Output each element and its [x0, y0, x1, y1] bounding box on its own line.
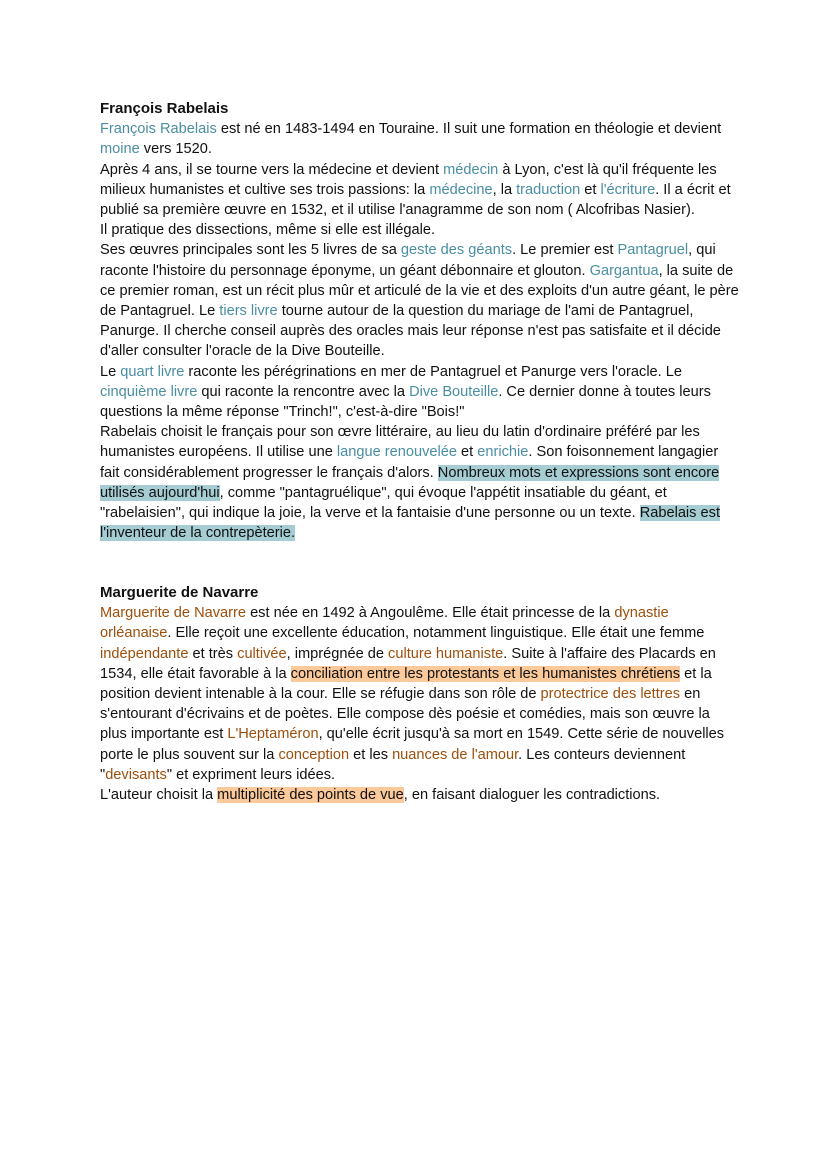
paragraph [100, 160, 740, 221]
text-run: . Elle reçoit une excellente éducation, notamment linguistique. Elle était une femme [167, 625, 705, 642]
text-run: , en faisant dialoguer les contradictions. [403, 787, 661, 804]
highlighted-text: Nombreux mots et expressions sont encore utilisés aujourd'hui [100, 464, 720, 501]
paragraph [100, 422, 740, 543]
text-run: tourne autour de la question du mariage de l'ami de Pantagruel, Panurge. Il cherche conseil auprès des oracles mais leur réponse n'est pas satisfaite et il décide d'aller consulter l'oracle de la Dive Bouteille. [100, 303, 721, 360]
text-run: . Il a écrit et publié sa première œuvre en 1532, et il utilise l'anagramme de son nom ( Alcofribas Nasier). [100, 181, 731, 219]
text-run: et [456, 444, 478, 461]
colored-term: devisants [105, 766, 167, 783]
text-run: " et expriment leurs idées. [166, 766, 336, 783]
text-run: et très [188, 645, 238, 662]
colored-term: Marguerite de Navarre [100, 605, 247, 622]
colored-term: Pantagruel [617, 242, 689, 259]
text-run: est née en 1492 à Angoulême. Elle était princesse de la [246, 605, 615, 622]
section-heading: Marguerite de Navarre [100, 584, 259, 601]
text-run: et la position devient intenable à la cour. Elle se réfugie dans son rôle de [100, 665, 712, 703]
paragraph [100, 220, 740, 240]
text-run: est né en 1483-1494 en Touraine. Il suit une formation en théologie et devient [216, 121, 722, 138]
colored-term: traduction [516, 181, 581, 198]
colored-term: L'Heptaméron [227, 726, 319, 743]
colored-term: Gargantua [589, 262, 659, 279]
paragraph [100, 785, 740, 805]
paragraph [100, 240, 740, 361]
text-run: . Le premier est [512, 242, 618, 259]
text-run: Il pratique des dissections, même si elle est illégale. [100, 222, 436, 239]
text-run: qui raconte la rencontre avec la [197, 383, 410, 400]
text-run: Le [100, 363, 121, 380]
text-run: , comme "pantagruélique", qui évoque l'appétit insatiable du géant, et "rabelaisien", qui indique la joie, la verve et la fantaisie d'une personne ou un texte. [100, 484, 667, 522]
text-run: en s'entourant d'écrivains et de poètes. Elle compose dès poésie et comédies, mais son œuvre la plus importante est [100, 686, 710, 743]
text-run: . Ce dernier donne à toutes leurs questions la même réponse "Trinch!", c'est-à-dire "Bois!" [100, 383, 711, 421]
colored-term: langue renouvelée [336, 444, 457, 461]
colored-term: geste des géants [400, 242, 513, 259]
colored-term: Dive Bouteille [409, 383, 499, 400]
section-heading: François Rabelais [100, 100, 229, 117]
text-run: , qu'elle écrit jusqu'à sa mort en 1549. Cette série de nouvelles porte le plus souvent sur la [100, 726, 725, 763]
colored-term: culture humaniste [388, 645, 504, 662]
text-run: et [580, 181, 601, 198]
colored-term: médecin [443, 161, 499, 178]
text-run: , la suite de ce premier roman, est un récit plus mûr et articulé de la vie et des exploits d'un autre géant, le père de Pantagruel. Le [100, 262, 739, 320]
colored-term: conception [278, 746, 350, 763]
colored-term: nuances de l'amour [392, 746, 519, 763]
text-run: à Lyon, c'est là qu'il fréquente les milieux humanistes et cultive ses trois passions: la [100, 161, 717, 198]
paragraph [100, 362, 740, 423]
colored-term: François Rabelais [100, 121, 217, 138]
colored-term: moine [100, 141, 140, 158]
colored-term: quart livre [120, 363, 185, 380]
text-run: raconte les pérégrinations en mer de Pantagruel et Panurge vers l'oracle. Le [184, 363, 683, 380]
paragraph [100, 119, 740, 159]
colored-term: protectrice des lettres [540, 686, 681, 703]
text-run: Ses œuvres principales sont les 5 livres de sa [100, 242, 401, 259]
highlighted-text: multiplicité des points de vue [217, 787, 404, 804]
text-run: . Suite à l'affaire des Placards en 1534, elle était favorable à la [100, 645, 716, 682]
text-run: Après 4 ans, il se tourne vers la médecine et devient [100, 161, 444, 178]
text-run: , la [492, 181, 517, 198]
colored-term: tiers livre [219, 303, 278, 320]
colored-term: médecine [429, 181, 493, 198]
colored-term: indépendante [100, 645, 189, 662]
text-run: Rabelais choisit le français pour son œvre littéraire, au lieu du latin d'ordinaire préféré par les humanistes européens. Il utilise une [100, 424, 700, 461]
highlighted-text: Rabelais est l'inventeur de la contrepèterie. [100, 505, 720, 542]
colored-term: cultivée [237, 645, 287, 662]
text-run: , qui raconte l'histoire du personnage éponyme, un géant débonnaire et glouton. [100, 242, 716, 279]
section-rabelais [100, 99, 740, 543]
paragraph [100, 603, 740, 785]
section-navarre [100, 583, 740, 805]
text-run: L'auteur choisit la [100, 787, 218, 804]
text-run: vers 1520. [139, 141, 212, 158]
text-run: . Son foisonnement langagier fait considérablement progresser le français d'alors. [100, 444, 719, 481]
colored-term: cinquième livre [100, 383, 198, 400]
colored-term: dynastie orléanaise [100, 605, 669, 642]
text-run: , imprégnée de [286, 645, 389, 662]
text-run: . Les conteurs deviennent " [100, 746, 686, 783]
colored-term: enrichie [477, 444, 529, 461]
colored-term: l'écriture [600, 181, 656, 198]
text-run: et les [349, 746, 393, 763]
highlighted-text: conciliation entre les protestants et les humanistes chrétiens [290, 665, 681, 682]
